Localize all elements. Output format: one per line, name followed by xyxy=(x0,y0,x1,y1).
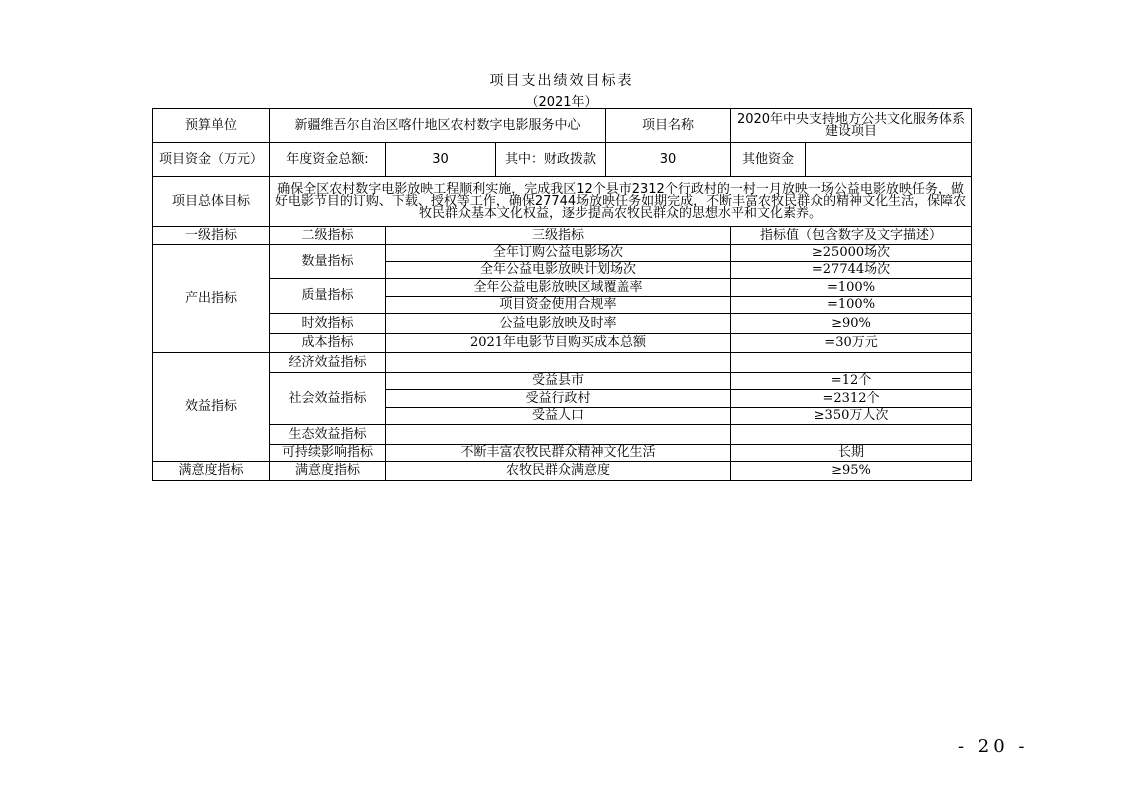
satisfaction-item-value: ≥95% xyxy=(731,462,972,481)
ecological-item-name xyxy=(386,425,731,445)
social-item-value: =12个 xyxy=(731,373,972,390)
satisfaction-indicator-label: 满意度指标 xyxy=(153,462,270,481)
annual-total-value: 30 xyxy=(386,143,496,177)
project-funds-label: 项目资金（万元） xyxy=(153,143,270,177)
project-name-label: 项目名称 xyxy=(606,109,731,143)
quality-item-name: 全年公益电影放映区域覆盖率 xyxy=(386,279,731,297)
table-title: 项目支出绩效目标表 xyxy=(489,73,634,89)
satisfaction-item-name: 农牧民群众满意度 xyxy=(386,462,731,481)
social-item-name: 受益行政村 xyxy=(386,390,731,408)
overall-goal-label: 项目总体目标 xyxy=(153,177,270,227)
project-name-value: 2020年中央支持地方公共文化服务体系建设项目 xyxy=(731,109,972,143)
social-item-name: 受益县市 xyxy=(386,373,731,390)
quantity-item-value: ≥25000场次 xyxy=(731,245,972,262)
economic-item-name xyxy=(386,353,731,373)
annual-total-label: 年度资金总额: xyxy=(270,143,386,177)
timeliness-indicator-label: 时效指标 xyxy=(270,314,386,334)
column-level2: 二级指标 xyxy=(270,227,386,245)
quality-item-name: 项目资金使用合规率 xyxy=(386,297,731,314)
quality-indicator-label: 质量指标 xyxy=(270,279,386,314)
social-item-value: ≥350万人次 xyxy=(731,408,972,425)
other-funds-value xyxy=(806,143,972,177)
overall-goal-text: 确保全区农村数字电影放映工程顺利实施，完成我区12个县市2312个行政村的一村一月放映一场公益电影放映任务，做好电影节目的订购、下载、授权等工作，确保27744场放映任务如期完成，不断丰富农牧民群众的精神文化生活，保障农牧民群众基本文化权益，逐步提高农牧民群众的思想水平和文化素养。 xyxy=(270,177,972,227)
fiscal-funds-value: 30 xyxy=(606,143,731,177)
fiscal-funds-label: 其中：财政拨款 xyxy=(496,143,606,177)
ecological-indicator-label: 生态效益指标 xyxy=(270,425,386,445)
cost-indicator-label: 成本指标 xyxy=(270,334,386,353)
benefit-indicator-label: 效益指标 xyxy=(153,353,270,462)
economic-item-value xyxy=(731,353,972,373)
cost-item-value: =30万元 xyxy=(731,334,972,353)
budget-unit-value: 新疆维吾尔自治区喀什地区农村数字电影服务中心 xyxy=(270,109,606,143)
column-level3: 三级指标 xyxy=(386,227,731,245)
sustainable-indicator-label: 可持续影响指标 xyxy=(270,445,386,462)
economic-indicator-label: 经济效益指标 xyxy=(270,353,386,373)
performance-table xyxy=(152,108,972,481)
ecological-item-value xyxy=(731,425,972,445)
cost-item-name: 2021年电影节目购买成本总额 xyxy=(386,334,731,353)
sustainable-item-name: 不断丰富农牧民群众精神文化生活 xyxy=(386,445,731,462)
social-item-value: =2312个 xyxy=(731,390,972,408)
social-item-name: 受益人口 xyxy=(386,408,731,425)
column-level1: 一级指标 xyxy=(153,227,270,245)
quality-item-value: =100% xyxy=(731,297,972,314)
page-number: - 20 - xyxy=(958,736,1029,757)
other-funds-label: 其他资金 xyxy=(731,143,806,177)
sustainable-item-value: 长期 xyxy=(731,445,972,462)
timeliness-item-name: 公益电影放映及时率 xyxy=(386,314,731,334)
timeliness-item-value: ≥90% xyxy=(731,314,972,334)
quality-item-value: =100% xyxy=(731,279,972,297)
quantity-item-value: =27744场次 xyxy=(731,262,972,279)
social-indicator-label: 社会效益指标 xyxy=(270,373,386,425)
quantity-item-name: 全年订购公益电影场次 xyxy=(386,245,731,262)
quantity-item-name: 全年公益电影放映计划场次 xyxy=(386,262,731,279)
satisfaction-sub-label: 满意度指标 xyxy=(270,462,386,481)
table-year: （2021年） xyxy=(525,95,598,110)
quantity-indicator-label: 数量指标 xyxy=(270,245,386,279)
column-value: 指标值（包含数字及文字描述） xyxy=(731,227,972,245)
output-indicator-label: 产出指标 xyxy=(153,245,270,353)
budget-unit-label: 预算单位 xyxy=(153,109,270,143)
